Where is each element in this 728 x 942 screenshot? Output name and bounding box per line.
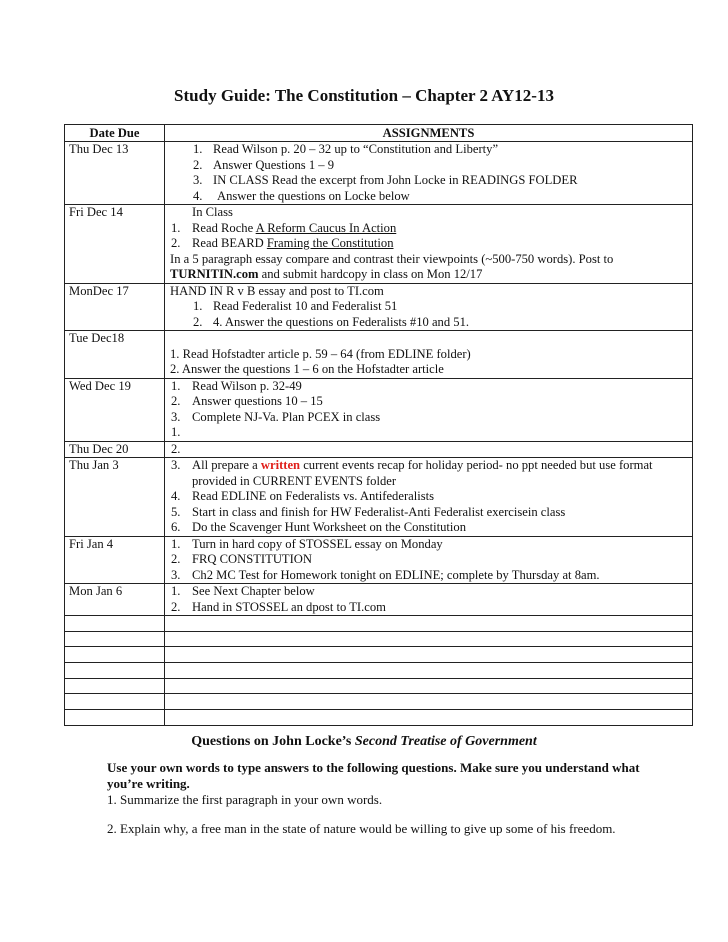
item-text xyxy=(170,362,444,378)
text-segment: 2. Answer the questions 1 – 6 on the Hofstadter article xyxy=(170,362,444,376)
item-number: 3. xyxy=(171,458,181,472)
assignment-line xyxy=(165,252,692,268)
empty-date-cell xyxy=(65,678,165,694)
empty-date-cell xyxy=(65,616,165,632)
item-text xyxy=(192,221,396,237)
item-text xyxy=(192,205,233,221)
text-segment: Answer questions 10 – 15 xyxy=(192,394,323,408)
item-text xyxy=(192,394,323,410)
assignment-line xyxy=(165,142,692,158)
empty-date-cell xyxy=(65,647,165,663)
bold-text: TURNITIN.com xyxy=(170,267,259,281)
item-text xyxy=(213,299,397,315)
item-text xyxy=(192,600,386,616)
assignment-line xyxy=(165,425,692,441)
assignment-line xyxy=(165,189,692,205)
assignment-cell xyxy=(165,584,693,616)
underlined-title: A Reform Caucus In Action xyxy=(255,220,397,235)
underlined-title: Framing the Constitution xyxy=(266,236,394,250)
date-cell: Mon Jan 6 xyxy=(65,584,165,616)
assignment-line xyxy=(165,520,692,536)
item-number: 3. xyxy=(171,409,181,424)
item-text xyxy=(192,474,396,490)
table-row xyxy=(65,283,693,331)
empty-assignment-cell xyxy=(165,694,693,710)
assignment-cell xyxy=(165,441,693,458)
table-row xyxy=(65,441,693,458)
empty-assignment-cell xyxy=(165,663,693,679)
header-date-due: Date Due xyxy=(65,125,165,142)
item-number: 2. xyxy=(193,157,203,172)
item-number: 1. xyxy=(193,299,203,313)
text-segment: current events recap for holiday period- no ppt needed but use format xyxy=(300,458,653,472)
text-segment: Do the Scavenger Hunt Worksheet on the Constitution xyxy=(192,520,467,534)
assignment-line xyxy=(165,458,692,474)
text-segment: Read Federalist 10 and Federalist 51 xyxy=(213,299,398,313)
text-segment: Read Roche xyxy=(192,220,256,235)
text-segment: Complete NJ-Va. Plan PCEX in class xyxy=(192,409,381,424)
assignment-line xyxy=(165,236,692,252)
item-text xyxy=(170,347,471,363)
assignment-cell xyxy=(165,378,693,441)
questions-instructions: Use your own words to type answers to the following questions. Make sure you understand what you’re writing. xyxy=(107,760,640,791)
empty-date-cell xyxy=(65,631,165,647)
text-segment: In a 5 paragraph essay compare and contrast their viewpoints (~500-750 words). Post to xyxy=(170,251,614,266)
text-segment: Turn in hard copy of STOSSEL essay on Monday xyxy=(192,536,443,551)
assignment-line xyxy=(165,552,692,568)
assignment-line xyxy=(165,568,692,584)
assignment-line xyxy=(165,347,692,363)
item-text xyxy=(170,252,613,268)
text-segment: and submit hardcopy in class on Mon 12/17 xyxy=(258,267,483,281)
item-text xyxy=(192,236,394,252)
table-row xyxy=(65,584,693,616)
text-segment: Answer Questions 1 – 9 xyxy=(213,157,335,172)
item-text xyxy=(213,142,498,158)
table-row xyxy=(65,458,693,537)
text-segment: See Next Chapter below xyxy=(192,584,315,598)
text-segment: 1. Read Hofstadter article p. 59 – 64 (from EDLINE folder) xyxy=(170,346,471,361)
text-segment: In Class xyxy=(192,205,233,219)
date-cell: Fri Dec 14 xyxy=(65,205,165,284)
item-text xyxy=(170,284,384,300)
date-cell: Fri Jan 4 xyxy=(65,536,165,584)
assignment-line xyxy=(165,173,692,189)
item-number: 2. xyxy=(171,599,181,614)
empty-date-cell xyxy=(65,710,165,726)
text-segment: 4. Answer the questions on Federalists #10 and 51. xyxy=(213,314,470,329)
assignment-line xyxy=(165,158,692,174)
assignment-line xyxy=(165,299,692,315)
item-number: 1. xyxy=(171,584,181,598)
item-text xyxy=(192,584,315,600)
text-segment: FRQ CONSTITUTION xyxy=(192,552,312,566)
item-number: 2. xyxy=(171,394,181,408)
page-title: Study Guide: The Constitution – Chapter 2 AY12-13 xyxy=(174,86,554,105)
empty-date-cell xyxy=(65,663,165,679)
table-row xyxy=(65,142,693,205)
empty-row xyxy=(65,616,693,632)
assignment-line xyxy=(165,410,692,426)
text-segment: HAND IN R v B essay and post to TI.com xyxy=(170,283,384,298)
text-segment: Hand in STOSSEL an dpost to TI.com xyxy=(192,599,386,614)
item-text xyxy=(192,568,600,584)
table-row xyxy=(65,378,693,441)
empty-assignment-cell xyxy=(165,631,693,647)
item-text xyxy=(192,410,380,426)
item-number: 1. xyxy=(171,536,181,551)
item-text xyxy=(213,173,577,189)
table-header-row xyxy=(65,125,693,142)
item-number: 2. xyxy=(193,314,203,329)
item-text xyxy=(192,520,466,536)
item-number: 5. xyxy=(171,504,181,519)
text-segment: IN CLASS Read the excerpt from John Locke in READINGS FOLDER xyxy=(213,173,578,187)
empty-row xyxy=(65,678,693,694)
empty-row xyxy=(65,710,693,726)
assignment-line xyxy=(165,379,692,395)
item-text xyxy=(192,379,302,395)
item-text xyxy=(213,158,334,174)
assignment-line xyxy=(165,442,692,458)
item-number: 2. xyxy=(171,552,181,566)
assignment-line xyxy=(165,267,692,283)
item-text xyxy=(192,537,443,553)
assignment-line xyxy=(165,505,692,521)
table-row xyxy=(65,331,693,379)
assignment-line xyxy=(165,394,692,410)
assignment-line xyxy=(165,205,692,221)
questions-title xyxy=(0,734,728,750)
empty-row xyxy=(65,694,693,710)
empty-assignment-cell xyxy=(165,616,693,632)
item-number: 6. xyxy=(171,520,181,534)
text-segment: Read BEARD xyxy=(192,236,267,250)
assignment-cell xyxy=(165,142,693,205)
assignment-line xyxy=(165,221,692,237)
date-cell: Thu Dec 20 xyxy=(65,441,165,458)
empty-assignment-cell xyxy=(165,710,693,726)
item-number: 1. xyxy=(171,378,181,393)
item-number: 3. xyxy=(193,173,203,187)
assignments-table xyxy=(64,124,693,726)
text-segment: Start in class and finish for HW Federalist-Anti Federalist exercisein class xyxy=(192,504,566,519)
item-text xyxy=(170,267,482,283)
empty-assignment-cell xyxy=(165,678,693,694)
text-segment: All prepare a xyxy=(192,458,261,472)
empty-row xyxy=(65,663,693,679)
text-segment: provided in CURRENT EVENTS folder xyxy=(192,473,397,488)
item-text xyxy=(192,489,434,505)
assignment-line xyxy=(165,331,692,347)
assignment-cell xyxy=(165,205,693,284)
assignment-line xyxy=(165,537,692,553)
item-text xyxy=(217,189,410,205)
date-cell: Thu Jan 3 xyxy=(65,458,165,537)
text-segment: Read Wilson p. 20 – 32 up to “Constitution and Liberty” xyxy=(213,142,499,156)
assignment-line xyxy=(165,315,692,331)
item-text xyxy=(213,315,469,331)
assignment-line xyxy=(165,474,692,490)
date-cell: Wed Dec 19 xyxy=(65,378,165,441)
assignment-cell xyxy=(165,331,693,379)
item-number: 4. xyxy=(171,489,181,503)
assignment-line xyxy=(165,284,692,300)
item-number: 2. xyxy=(171,236,181,250)
text-segment: Answer the questions on Locke below xyxy=(217,188,410,203)
assignment-cell xyxy=(165,536,693,584)
assignment-cell xyxy=(165,458,693,537)
item-number: 2. xyxy=(171,441,181,456)
questions-title-italic: Second Treatise of Government xyxy=(354,734,537,749)
assignment-cell xyxy=(165,283,693,331)
item-number: 1. xyxy=(171,425,181,439)
item-number: 4. xyxy=(193,188,203,203)
item-number: 1. xyxy=(171,220,181,235)
assignment-line xyxy=(165,584,692,600)
text-segment: Ch2 MC Test for Homework tonight on EDLINE; complete by Thursday at 8am. xyxy=(192,567,600,582)
text-segment: Read Wilson p. 32-49 xyxy=(192,378,302,393)
item-text xyxy=(192,505,565,521)
item-number: 1. xyxy=(193,142,203,156)
item-number: 3. xyxy=(171,567,181,582)
empty-date-cell xyxy=(65,694,165,710)
empty-assignment-cell xyxy=(165,647,693,663)
header-assignments: ASSIGNMENTS xyxy=(165,125,693,142)
item-text xyxy=(192,552,312,568)
empty-row xyxy=(65,647,693,663)
questions-title-prefix: Questions on John Locke’s xyxy=(191,734,355,749)
date-cell: Tue Dec18 xyxy=(65,331,165,379)
date-cell: MonDec 17 xyxy=(65,283,165,331)
assignment-line xyxy=(165,489,692,505)
text-segment: Read EDLINE on Federalists vs. Antifederalists xyxy=(192,489,435,503)
question-2: 2. Explain why, a free man in the state of nature would be willing to give up some of his freedom. xyxy=(107,821,616,836)
assignment-line xyxy=(165,362,692,378)
question-1: 1. Summarize the first paragraph in your own words. xyxy=(107,792,383,807)
assignment-line xyxy=(165,600,692,616)
empty-row xyxy=(65,631,693,647)
table-row xyxy=(65,536,693,584)
date-cell: Thu Dec 13 xyxy=(65,142,165,205)
emphasis-red: written xyxy=(260,458,301,472)
item-text xyxy=(192,458,653,474)
table-row xyxy=(65,205,693,284)
